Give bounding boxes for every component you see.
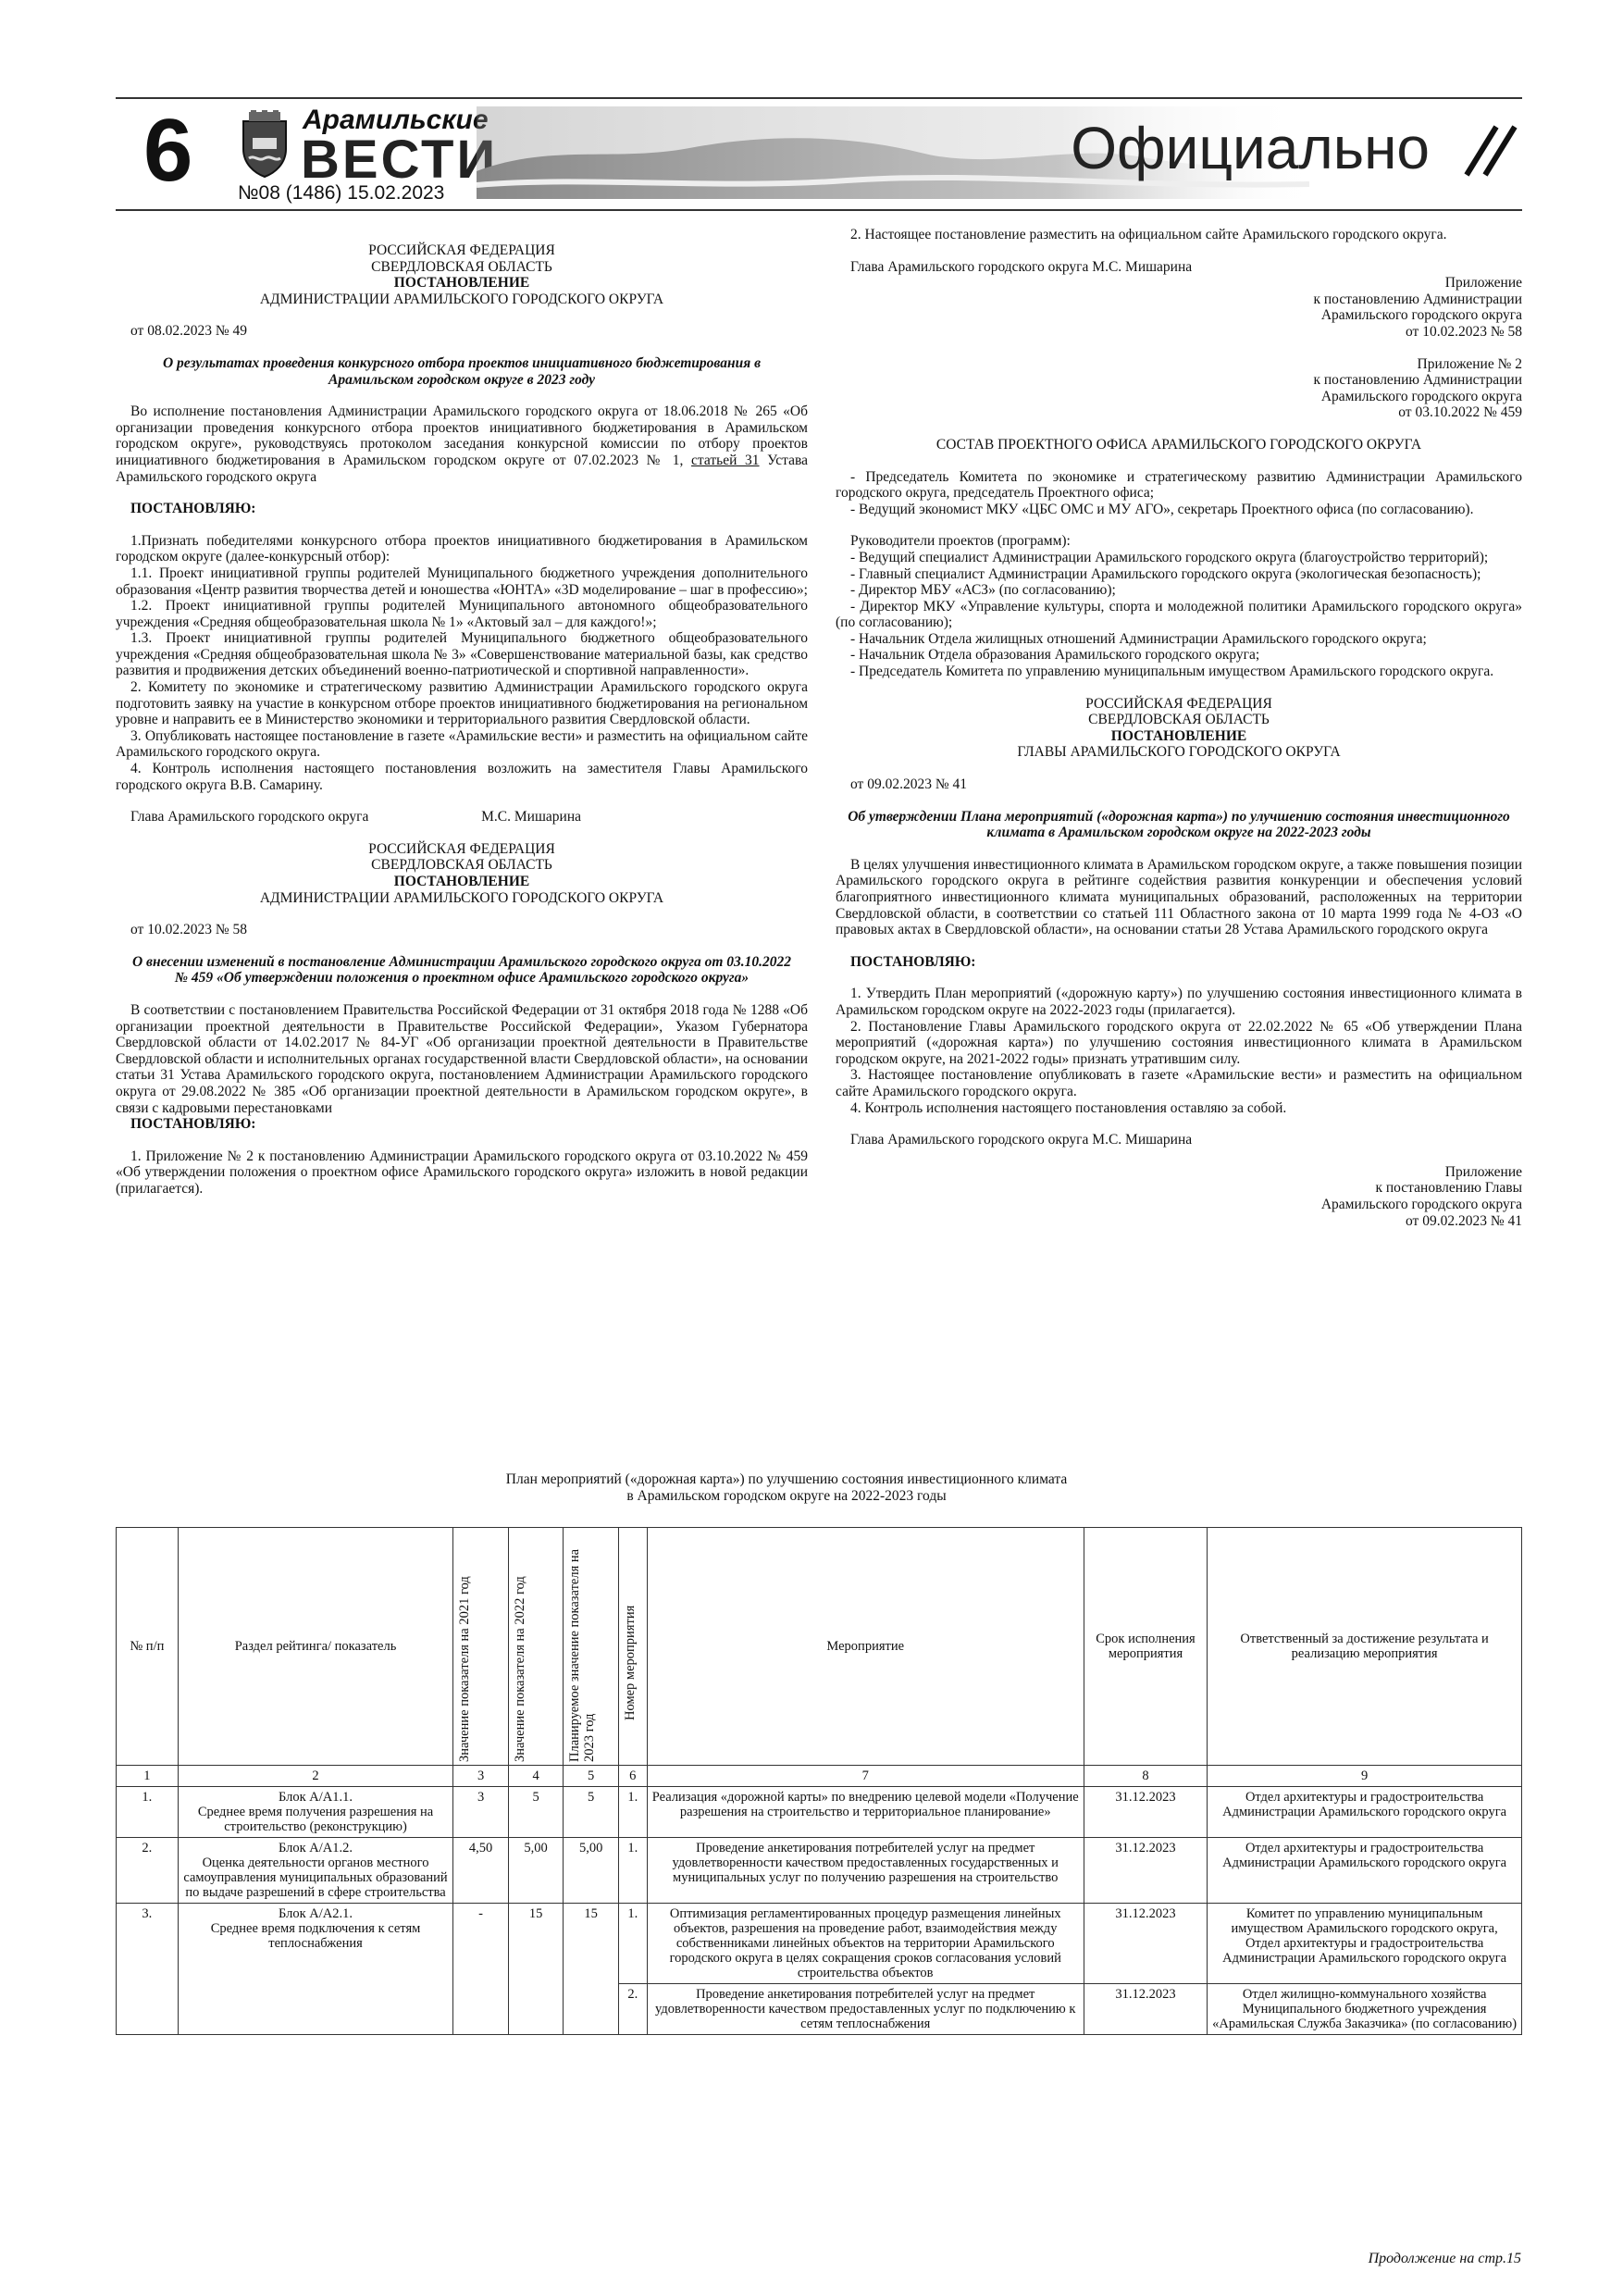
doc2-preamble: В соответствии с постановлением Правительства Российской Федерации от 31 октября 2018 года № 1288 «Об организации проектной деятельности в Правительстве Российской Федерации», Указом Губернатора Свердловской области от 14.02.2017 № 84-УГ «Об организации проектной деятельности в Правительстве Свердловской области и исполнительных органах государственной власти Свердловской области», на основании статьи 31 Устава Арамильского городского округа, постановлением Администрации Арамильского городского округа от 29.08.2022 № 385 «Об организации проектной деятельности в Арамильском городском округе», в связи с кадровыми перестановками	[116, 1001, 808, 1116]
doc1-item: 2. Комитету по экономике и стратегическому развитию Администрации Арамильского городского округа подготовить заявку на участие в конкурсном отборе проектов инициативного бюджетирования на региональном уровне и направить ее в Министерство экономики и территориального развития Свердловской области.	[116, 679, 808, 728]
col-number: 7	[647, 1766, 1084, 1787]
cell-v2022: 5,00	[508, 1838, 564, 1904]
doc1-kind: ПОСТАНОВЛЕНИЕ	[393, 275, 530, 292]
cell-section	[178, 1838, 453, 1904]
doc2-country: РОССИЙСКАЯ ФЕДЕРАЦИЯ	[368, 840, 555, 857]
cell-measure: Проведение анкетирования потребителей услуг на предмет удовлетворенности качеством предоставленных услуг по подключению к сетям теплоснабжения	[647, 1984, 1084, 2035]
doc2-annex-line: к постановлению Администрации	[1313, 291, 1522, 307]
doc1-item: 1.Признать победителями конкурсного отбора проектов инициативного бюджетирования в Арамильском городском округе (далее-конкурсный отбор):	[116, 532, 808, 565]
doc1-preamble	[116, 403, 808, 485]
cell-v2023: 5	[564, 1787, 619, 1838]
office-heads-title: Руководители проектов (программ):	[850, 533, 1071, 550]
issue-number: №08 (1486) 15.02.2023	[238, 182, 445, 204]
cell-section	[178, 1787, 453, 1838]
cell-resp: Отдел архитектуры и градостроительства Администрации Арамильского городского округа	[1208, 1787, 1522, 1838]
plan-title-line: в Арамильском городском округе на 2022-2023 годы	[626, 1487, 947, 1504]
cell-mnum: 1.	[618, 1838, 647, 1904]
office-member: - Председатель Комитета по управлению муниципальным имуществом Арамильского городского округа.	[850, 664, 1494, 680]
cell-section	[178, 1904, 453, 2035]
cell-resp: Отдел архитектуры и градостроительства Администрации Арамильского городского округа	[1208, 1838, 1522, 1904]
doc1-item: 4. Контроль исполнения настоящего постановления возложить на заместителя Главы Арамильского городского округа В.В. Самарину.	[116, 761, 808, 793]
cell-term: 31.12.2023	[1084, 1838, 1207, 1904]
col-number: 6	[618, 1766, 647, 1787]
header-v2021-text: Значение показателя на 2021 год	[457, 1576, 473, 1762]
cell-block: Блок А/А1.2.	[279, 1841, 353, 1855]
doc3-annex-line: Арамильского городского округа	[1320, 1196, 1522, 1212]
doc2-item: 2. Настоящее постановление разместить на официальном сайте Арамильского городского округа.	[850, 227, 1447, 242]
header-v2022-text: Значение показателя на 2022 год	[512, 1576, 527, 1762]
cell-v2023: 15	[564, 1904, 619, 2035]
col-number: 5	[564, 1766, 619, 1787]
doc1-preamble-a: Во исполнение постановления Администрации Арамильского городского округа от 18.06.2018 № 265 «Об организации проведения конкурсного отбора проектов инициативного бюджетирования в Арамильском городском округе», руководствуясь протоколом заседания конкурсной комиссии по отбору проектов инициативного бюджетирования в Арамильском городском округе от 07.02.2023 № 1,	[116, 403, 808, 468]
cell-num: 2.	[117, 1838, 179, 1904]
plan-title	[278, 1471, 1295, 1504]
cell-desc: Среднее время подключения к сетям теплоснабжения	[210, 1921, 421, 1951]
office-member: - Начальник Отдела жилищных отношений Администрации Арамильского городского округа;	[850, 630, 1427, 647]
column-number-row	[117, 1766, 1522, 1787]
office-member: - Директор МБУ «АСЗ» (по согласованию);	[850, 582, 1116, 599]
header-v2021	[453, 1528, 509, 1766]
doc2-signature: Глава Арамильского городского округа М.С. Мишарина	[850, 258, 1193, 275]
cell-resp-b: Отдел архитектуры и градостроительства Администрации Арамильского городского округа	[1222, 1936, 1507, 1966]
cell-measure: Проведение анкетирования потребителей услуг на предмет удовлетворенности качеством предоставленных государственных и муниципальных услуг по получению разрешения на строительство	[647, 1838, 1084, 1904]
cell-v2021: 4,50	[453, 1838, 509, 1904]
table-row	[117, 1787, 1522, 1838]
doc3-region: СВЕРДЛОВСКАЯ ОБЛАСТЬ	[1088, 712, 1270, 728]
table-row	[117, 1838, 1522, 1904]
doc1-item: 1.3. Проект инициативной группы родителей Муниципального бюджетного общеобразовательного учреждения «Средняя общеобразовательная школа № 3» «Совершенствование материальной базы, как средство развития и продвижения детских объединений военно-патриотической и спортивной направленности».	[116, 630, 808, 679]
section-title: Официально	[1071, 115, 1430, 181]
doc1-region: СВЕРДЛОВСКАЯ ОБЛАСТЬ	[371, 258, 552, 275]
doc3-annex-line: от 09.02.2023 № 41	[1406, 1212, 1522, 1229]
cell-block: Блок А/А1.1.	[279, 1790, 353, 1805]
doc2-issuer: АДМИНИСТРАЦИИ АРАМИЛЬСКОГО ГОРОДСКОГО ОКРУГА	[259, 889, 664, 906]
cell-v2021: 3	[453, 1787, 509, 1838]
col-number: 9	[1208, 1766, 1522, 1787]
cell-v2021: -	[453, 1904, 509, 2035]
office-member: - Председатель Комитета по экономике и стратегическому развитию Администрации Арамильского городского округа, председатель Проектного офиса;	[836, 468, 1522, 502]
cell-term: 31.12.2023	[1084, 1904, 1207, 1984]
doc2-resolve: ПОСТАНОВЛЯЮ:	[130, 1116, 256, 1133]
doc1-issuer: АДМИНИСТРАЦИИ АРАМИЛЬСКОГО ГОРОДСКОГО ОКРУГА	[259, 291, 664, 307]
right-column	[836, 227, 1522, 1229]
doc1-country: РОССИЙСКАЯ ФЕДЕРАЦИЯ	[368, 242, 555, 258]
header-measure: Мероприятие	[647, 1528, 1084, 1766]
coat-of-arms-icon	[236, 110, 293, 179]
office-member: - Ведущий экономист МКУ «ЦБС ОМС и МУ АГО», секретарь Проектного офиса (по согласованию).	[850, 501, 1474, 517]
col-number: 2	[178, 1766, 453, 1787]
doc3-item: 2. Постановление Главы Арамильского городского округа от 22.02.2022 № 65 «Об утверждении Плана мероприятий («дорожная карта») по улучшению состояния инвестиционного климата в Арамильском городском округе, на 2021-2022 годы» признать утратившим силу.	[836, 1018, 1522, 1067]
header-bottom-rule	[116, 209, 1522, 211]
cell-resp	[1208, 1904, 1522, 1984]
col-number: 4	[508, 1766, 564, 1787]
header-resp: Ответственный за достижение результата и реализацию мероприятия	[1208, 1528, 1522, 1766]
doc3-kind: ПОСТАНОВЛЕНИЕ	[1110, 727, 1247, 744]
header-mnum-text: Номер мероприятия	[622, 1605, 638, 1720]
brand-top-text: Арамильские	[303, 105, 489, 135]
doc3-annex-line: Приложение	[1444, 1163, 1522, 1180]
doc3-item: 1. Утвердить План мероприятий («дорожную карту») по улучшению состояния инвестиционного климата в Арамильском городском округе на 2022-2023 годы (прилагается).	[836, 986, 1522, 1018]
doc2-annex2-line: от 03.10.2022 № 459	[1398, 404, 1522, 421]
doc2-date: от 10.02.2023 № 58	[130, 922, 247, 938]
doc2-item: 1. Приложение № 2 к постановлению Администрации Арамильского городского округа от 03.10.2022 № 459 «Об утверждении положения о проектном офисе Арамильского городского округа» изложить в новой редакции (прилагается).	[116, 1148, 808, 1197]
doc3-resolve: ПОСТАНОВЛЯЮ:	[850, 953, 976, 970]
header-v2023-text: Планируемое значение показателя на 2023 год	[567, 1548, 598, 1762]
doc3-preamble: В целях улучшения инвестиционного климата в Арамильском городском округе, а также повышения позиции Арамильского городского округа в рейтинге содействия развития конкуренции и обеспечения условий благоприятного инвестиционного климата муниципальных образований, расположенных на территории Свердловской области, в соответствии со статьей 111 Областного закона от 10 марта 1999 года № 4-ОЗ «О правовых актах в Свердловской области», на основании статьи 28 Устава Арамильского городского округа	[836, 856, 1522, 938]
col-number: 1	[117, 1766, 179, 1787]
plan-title-line: План мероприятий («дорожная карта») по улучшению состояния инвестиционного климата	[505, 1471, 1068, 1487]
doc2-region: СВЕРДЛОВСКАЯ ОБЛАСТЬ	[371, 857, 552, 874]
doc3-signature: Глава Арамильского городского округа М.С. Мишарина	[850, 1132, 1193, 1148]
doc1-date: от 08.02.2023 № 49	[130, 323, 247, 340]
page-header	[116, 97, 1522, 206]
doc2-annex-line: Приложение	[1444, 275, 1522, 292]
cell-v2023: 5,00	[564, 1838, 619, 1904]
header-num: № п/п	[117, 1528, 179, 1766]
header-term: Срок исполнения мероприятия	[1084, 1528, 1207, 1766]
doc3-item: 4. Контроль исполнения настоящего постановления оставляю за собой.	[850, 1099, 1287, 1116]
cell-mnum: 2.	[618, 1984, 647, 2035]
doc1-preamble-b: Устава Арамильского городского округа	[116, 452, 808, 485]
double-slash-icon	[1457, 118, 1522, 182]
header-section: Раздел рейтинга/ показатель	[178, 1528, 453, 1766]
office-title: СОСТАВ ПРОЕКТНОГО ОФИСА АРАМИЛЬСКОГО ГОРОДСКОГО ОКРУГА	[935, 436, 1422, 453]
doc3-title: Об утверждении Плана мероприятий («дорожная карта») по улучшению состояния инвестиционного климата в Арамильском городском округе на 2022-2023 годы	[848, 808, 1510, 841]
cell-resp: Отдел жилищно-коммунального хозяйства Муниципального бюджетного учреждения «Арамильская Служба Заказчика» (по согласованию)	[1208, 1984, 1522, 2035]
cell-resp-a: Комитет по управлению муниципальным имуществом Арамильского городского округа,	[1231, 1906, 1498, 1936]
doc3-issuer: ГЛАВЫ АРАМИЛЬСКОГО ГОРОДСКОГО ОКРУГА	[1017, 744, 1341, 761]
doc1-item: 1.1. Проект инициативной группы родителей Муниципального бюджетного учреждения дополнительного образования «Центр развития творчества детей и юношества «ЮНТА» «3D моделирование – шаг в профессию»;	[116, 565, 808, 598]
col-number: 8	[1084, 1766, 1207, 1787]
cell-num: 1.	[117, 1787, 179, 1838]
cell-term: 31.12.2023	[1084, 1984, 1207, 2035]
continued-note: Продолжение на стр.15	[1368, 2251, 1521, 2266]
doc1-title: О результатах проведения конкурсного отбора проектов инициативного бюджетирования в Арамильском городском округе в 2023 году	[162, 354, 762, 388]
doc2-annex2-line: к постановлению Администрации	[1313, 372, 1522, 389]
col-number: 3	[453, 1766, 509, 1787]
doc3-item: 3. Настоящее постановление опубликовать в газете «Арамильские вести» и разместить на официальном сайте Арамильского городского округа.	[836, 1067, 1522, 1099]
doc2-kind: ПОСТАНОВЛЕНИЕ	[393, 874, 530, 889]
roadmap-table	[116, 1527, 1522, 2035]
cell-desc: Оценка деятельности органов местного самоуправления муниципальных образований по выдаче разрешений в сфере строительства	[183, 1855, 448, 1900]
cell-measure: Реализация «дорожной карты» по внедрению целевой модели «Получение разрешения на строительство и территориальное планирование»	[647, 1787, 1084, 1838]
doc2-annex2-line: Приложение № 2	[1417, 355, 1522, 372]
cell-v2022: 5	[508, 1787, 564, 1838]
statute-link[interactable]: статьей 31	[691, 452, 760, 468]
doc1-sign-role: Глава Арамильского городского округа	[130, 809, 369, 825]
cell-block: Блок А/А2.1.	[279, 1906, 353, 1921]
doc2-annex2-line: Арамильского городского округа	[1320, 388, 1522, 404]
doc1-resolve: ПОСТАНОВЛЯЮ:	[130, 501, 256, 517]
table-row	[117, 1904, 1522, 1984]
header-mnum	[618, 1528, 647, 1766]
cell-num: 3.	[117, 1904, 179, 2035]
header-v2022	[508, 1528, 564, 1766]
office-member: - Главный специалист Администрации Арамильского городского округа (экологическая безопасность);	[850, 565, 1481, 582]
doc1-item: 3. Опубликовать настоящее постановление в газете «Арамильские вести» и разместить на официальном сайте Арамильского городского округа.	[116, 727, 808, 761]
brand-main-text: ВЕСТИ	[301, 130, 499, 190]
cell-v2022: 15	[508, 1904, 564, 2035]
left-column	[116, 242, 808, 1198]
cell-desc: Среднее время получения разрешения на строительство (реконструкцию)	[197, 1805, 434, 1834]
header-v2023	[564, 1528, 619, 1766]
doc3-country: РОССИЙСКАЯ ФЕДЕРАЦИЯ	[1085, 695, 1272, 712]
table-header-row	[117, 1528, 1522, 1766]
doc2-annex-line: Арамильского городского округа	[1320, 307, 1522, 324]
doc1-sign-name: М.С. Мишарина	[481, 809, 581, 825]
doc3-date: от 09.02.2023 № 41	[850, 776, 967, 793]
page-number: 6	[143, 101, 193, 200]
doc1-item: 1.2. Проект инициативной группы родителей Муниципального автономного общеобразовательного учреждения «Средняя общеобразовательная школа № 1» «Актовый зал – для каждого!»;	[116, 598, 808, 630]
doc2-annex-line: от 10.02.2023 № 58	[1406, 323, 1522, 340]
doc3-annex-line: к постановлению Главы	[1375, 1180, 1522, 1197]
cell-mnum: 1.	[618, 1904, 647, 1984]
cell-term: 31.12.2023	[1084, 1787, 1207, 1838]
doc2-title: О внесении изменений в постановление Администрации Арамильского городского округа от 03.10.2022 № 459 «Об утверждении положения о проектном офисе Арамильского городского округа»	[131, 953, 792, 987]
office-member: - Ведущий специалист Администрации Арамильского городского округа (благоустройство территорий);	[850, 549, 1489, 565]
office-member: - Директор МКУ «Управление культуры, спорта и молодежной политики Арамильского городского округа» (по согласованию);	[836, 598, 1522, 631]
cell-mnum: 1.	[618, 1787, 647, 1838]
cell-measure: Оптимизация регламентированных процедур размещения линейных объектов, разрешения на проведение работ, взаимодействия между собственниками линейных объектов на территории Арамильского городского округа в целях сокращения сроков согласования условий строительства объектов	[647, 1904, 1084, 1984]
office-member: - Начальник Отдела образования Арамильского городского округа;	[850, 647, 1260, 664]
doc1-signature	[116, 809, 808, 825]
